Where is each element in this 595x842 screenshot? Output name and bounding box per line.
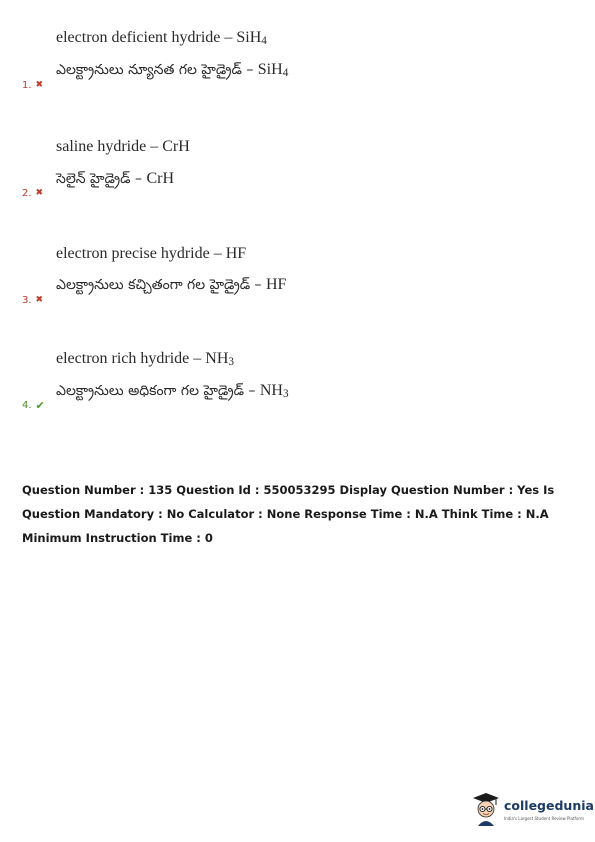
option-telugu-text: ఎలక్ట్రానులు కచ్చితంగా గల హైడ్రైడ్ – HF: [56, 276, 287, 293]
option-number: 1. ✖: [22, 80, 44, 91]
option-english-text: electron precise hydride – HF: [56, 245, 247, 262]
cross-icon: ✖: [35, 188, 44, 198]
answer-option-3: [0, 242, 595, 322]
option-number: 3. ✖: [22, 295, 44, 306]
option-number: 2. ✖: [22, 188, 44, 199]
logo-name: collegedunia: [504, 798, 594, 813]
collegedunia-logo: [470, 792, 594, 828]
logo-tagline: India's Largest Student Review Platform: [504, 816, 584, 821]
answer-option-4: [0, 347, 595, 427]
mascot-icon: [472, 792, 500, 826]
answer-option-2: [0, 135, 595, 215]
option-telugu-text: ఎలక్ట్రానులు అధికంగా గల హైడ్రైడ్ – $NH_3$: [56, 382, 289, 401]
option-telugu-text: ఎలక్ట్రానులు న్యూనత గల హైడ్రైడ్ – SiH$_4$: [56, 61, 289, 80]
option-english-text: electron rich hydride – $NH_3$: [56, 350, 234, 369]
answer-option-1: [0, 26, 595, 106]
cross-icon: ✖: [35, 295, 44, 305]
option-number: 4. ✔: [22, 399, 45, 412]
check-icon: ✔: [35, 399, 45, 412]
option-telugu-text: సెలైన్ హైడ్రైడ్ – CrH: [56, 170, 174, 187]
option-english-text: electron deficient hydride – SiH$_4$: [56, 29, 267, 48]
option-english-text: saline hydride – CrH: [56, 138, 190, 155]
question-metadata: Question Number : 135 Question Id : 550053295 Display Question Number : Yes Is Question Mandatory : No Calculator : None Response Time : N.A Think Time : N.A Minimum Instruction Time : 0: [22, 483, 555, 545]
cross-icon: ✖: [35, 80, 44, 90]
